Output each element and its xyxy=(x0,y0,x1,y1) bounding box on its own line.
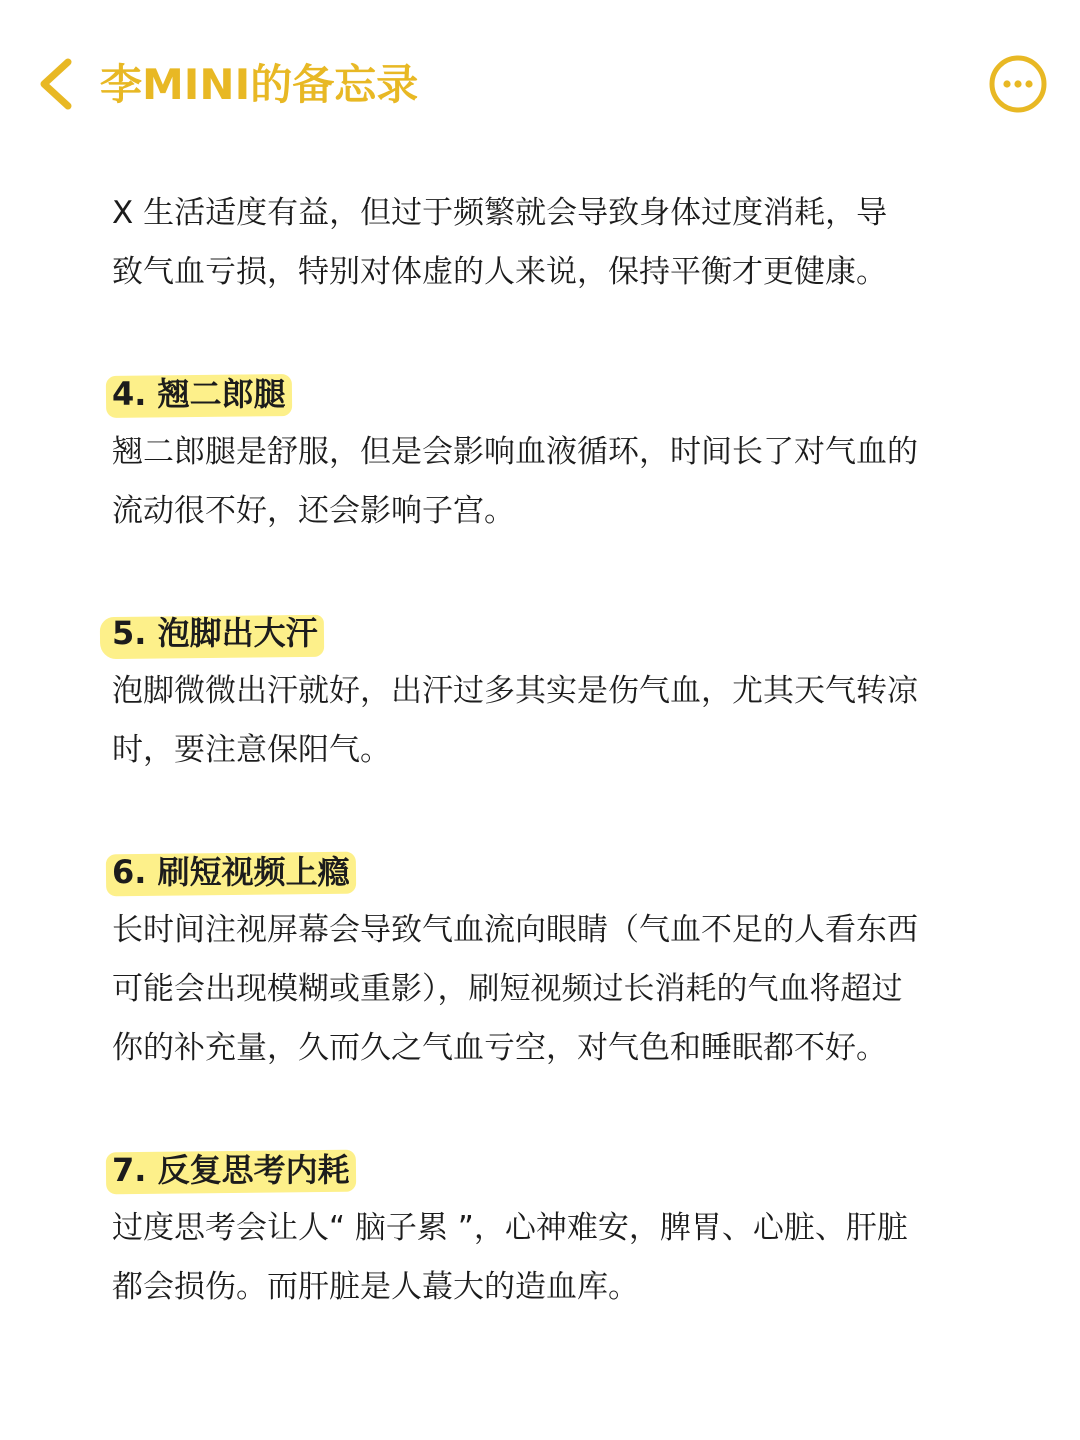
note-section xyxy=(112,843,972,1078)
section-body: 过度思考会让人“ 脑子累 ”，心神难安，脾胃、心脏、肝脏 都会损伤。而肝脏是人蕞大的造血库。 xyxy=(112,1210,908,1305)
page-title: 李MINI的备忘录 xyxy=(100,60,419,109)
section-body: 长时间注视屏幕会导致气血流向眼睛（气血不足的人看东西 可能会出现模糊或重影），刷短视频过长消耗的气血将超过 你的补充量，久而久之气血亏空，对气色和睡眠都不好。 xyxy=(112,912,918,1066)
section-heading xyxy=(112,604,324,662)
section-heading-text: 7. 反复思考内耗 xyxy=(112,1151,350,1189)
section-heading-text: 4. 翘二郎腿 xyxy=(112,375,286,413)
navigation-bar xyxy=(0,0,1080,170)
note-section xyxy=(112,1141,972,1317)
section-heading xyxy=(112,365,292,423)
section-body: 翘二郎腿是舒服，但是会影响血液循环，时间长了对气血的 流动很不好，还会影响子宫。 xyxy=(112,434,918,529)
more-circle-icon xyxy=(988,54,1048,114)
section-heading-text: 6. 刷短视频上瘾 xyxy=(112,853,350,891)
note-section xyxy=(112,604,972,780)
section-heading-text: 5. 泡脚出大汗 xyxy=(112,614,318,652)
intro-paragraph: X 生活适度有益，但过于频繁就会导致身体过度消耗，导 致气血亏损，特别对体虚的人来说，保持平衡才更健康。 xyxy=(112,195,888,290)
section-heading xyxy=(112,843,356,901)
section-body: 泡脚微微出汗就好，出汗过多其实是伤气血，尤其天气转凉 时，要注意保阳气。 xyxy=(112,673,918,768)
note-section xyxy=(112,365,972,541)
back-button[interactable] xyxy=(34,56,82,112)
chevron-left-icon xyxy=(34,56,82,112)
note-content xyxy=(112,184,972,1317)
more-options-button[interactable] xyxy=(988,54,1048,114)
section-heading xyxy=(112,1141,356,1199)
